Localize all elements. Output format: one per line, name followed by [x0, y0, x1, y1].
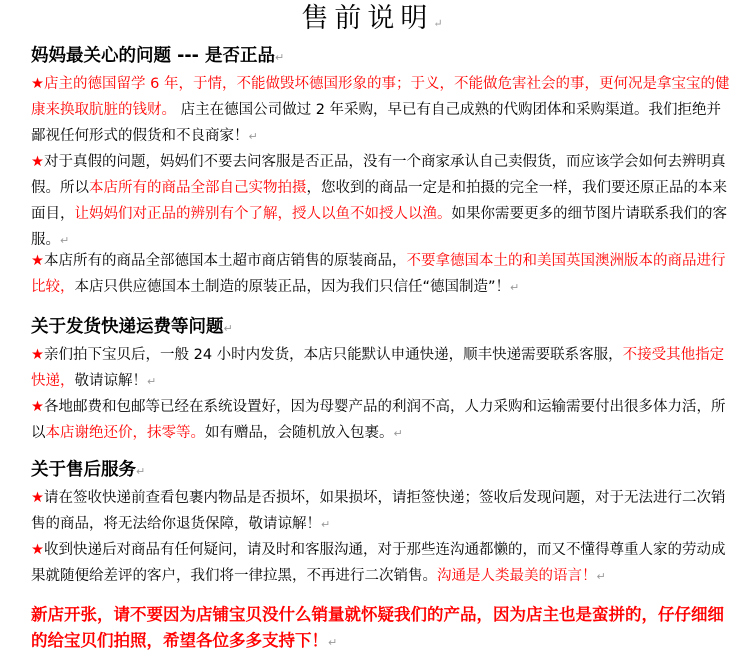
- star-icon: ★: [31, 154, 44, 170]
- paragraph-shipping-time: ★亲们拍下宝贝后，一般 24 小时内发货，本店只能默认申通快递，顺丰快递需要联系客服，不接受其他指定快递，敬请谅解！↵: [31, 347, 725, 389]
- section-heading-shipping: 关于发货快递运费等问题↵: [31, 317, 233, 337]
- star-icon: ★: [31, 399, 44, 415]
- star-icon: ★: [31, 253, 44, 269]
- star-icon: ★: [31, 542, 44, 558]
- section-heading-after-sales: 关于售后服务↵: [31, 460, 146, 480]
- star-icon: ★: [31, 490, 44, 506]
- paragraph-shop-owner: ★店主的德国留学 6 年，于情，不能做毁坏德国形象的事；于义，不能做危害社会的事，更何况是拿宝宝的健康来换取肮脏的钱财。 店主在德国公司做过 2 年采购，早已有自己成熟的代购团体和采购渠道。我们拒绝并鄙视任何形式的假货和不良商家！↵: [31, 76, 730, 144]
- paragraph-shipping-fees: ★各地邮费和包邮等已经在系统设置好，因为母婴产品的利润不高，人力采购和运输需要付出很多体力活，所以本店谢绝还价，抹零等。如有赠品，会随机放入包裹。↵: [31, 399, 726, 441]
- paragraph-german-made: ★本店所有的商品全部德国本土超市商店销售的原装商品，不要拿德国本土的和美国英国澳洲版本的商品进行比较，本店只供应德国本土制造的原装正品，因为我们只信任“德国制造”！↵: [31, 253, 726, 295]
- star-icon: ★: [31, 347, 44, 363]
- section-heading-authenticity: 妈妈最关心的问题 --- 是否正品↵: [31, 46, 285, 66]
- page-title: 售前说明↵: [301, 3, 449, 34]
- paragraph-inspect-package: ★请在签收快递前查看包裹内物品是否损坏，如果损坏，请拒签快递；签收后发现问题，对于无法进行二次销售的商品，将无法给你退货保障，敬请谅解！↵: [31, 490, 726, 532]
- paragraph-authenticity-check: ★对于真假的问题，妈妈们不要去问客服是否正品，没有一个商家承认自己卖假货，而应该学会如何去辨明真假。所以本店所有的商品全部自己实物拍摄，您收到的商品一定是和拍摄的完全一样，我们要还原正品的本来面目，让妈妈们对正品的辨别有个了解，授人以鱼不如授人以渔。如果你需要更多的细节图片请联系我们的客服。↵: [31, 154, 727, 248]
- star-icon: ★: [31, 76, 44, 92]
- paragraph-communication: ★收到快递后对商品有任何疑问，请及时和客服沟通，对于那些连沟通都懒的，而又不懂得尊重人家的劳动成果就随便给差评的客户，我们将一律拉黑，不再进行二次销售。沟通是人类最美的语言！↵: [31, 542, 726, 584]
- closing-message: 新店开张，请不要因为店铺宝贝没什么销量就怀疑我们的产品，因为店主也是蛮拼的，仔仔细细的给宝贝们拍照，希望各位多多支持下！↵: [31, 605, 724, 650]
